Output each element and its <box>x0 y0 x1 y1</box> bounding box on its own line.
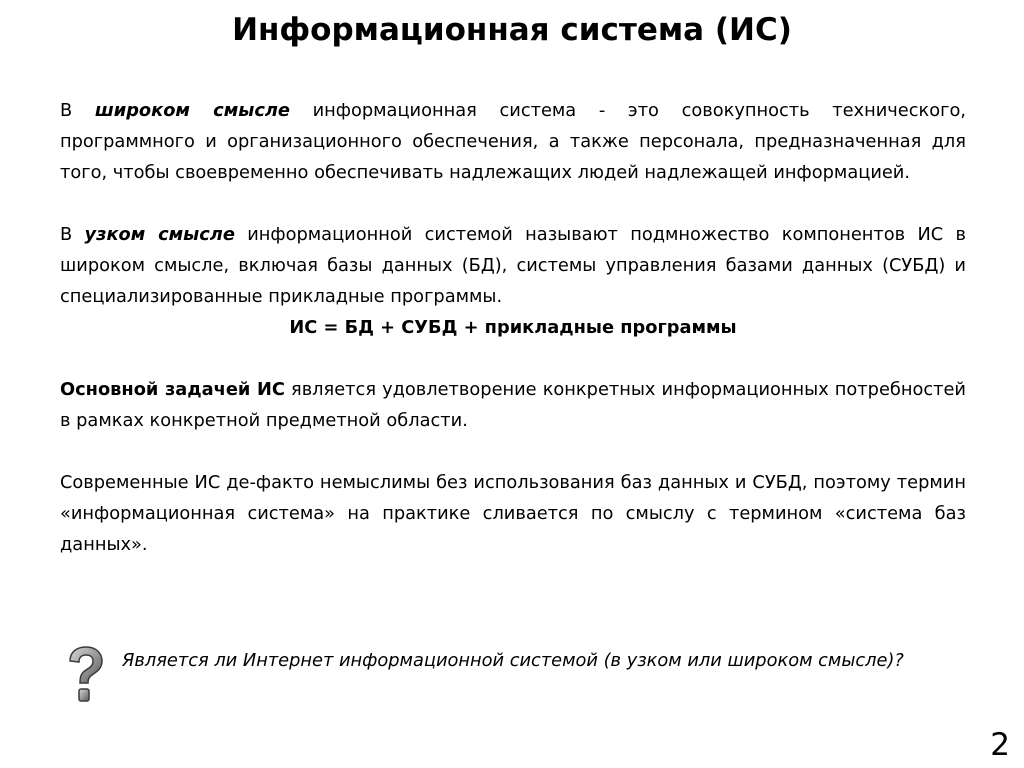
slide-title: Информационная система (ИС) <box>232 12 792 48</box>
term-narrow-sense: узком смысле <box>84 224 235 245</box>
paragraph-wide-sense <box>60 95 966 188</box>
paragraph-lead: В <box>60 100 95 121</box>
formula: ИС = БД + СУБД + прикладные программы <box>289 317 737 338</box>
slide-body <box>60 95 966 560</box>
paragraph-modern-is: Современные ИС де-факто немыслимы без использования баз данных и СУБД, поэтому термин «информационная система» на практике сливается по смыслу с термином «система баз данных». <box>60 472 966 555</box>
term-main-task: Основной задачей ИС <box>60 379 285 400</box>
term-wide-sense: широком смысле <box>94 100 290 121</box>
paragraph-lead: В <box>60 224 85 245</box>
paragraph-main-task <box>60 374 966 436</box>
page-number: 2 <box>990 727 1010 763</box>
paragraph-text: информационная система - это совокупность технического, программного и организационного обеспечения, а также персонала, предназначенная для того, чтобы своевременно обеспечивать надлежащих людей надлежащей информацией. <box>60 100 966 183</box>
question-mark-icon <box>62 645 108 705</box>
paragraph-narrow-sense <box>60 219 966 312</box>
question-text: Является ли Интернет информационной системой (в узком или широком смысле)? <box>122 650 904 671</box>
paragraph-text: информационной системой называют подмножество компонентов ИС в широком смысле, включая базы данных (БД), системы управления базами данных (СУБД) и специализированные прикладные программы. <box>60 224 966 307</box>
paragraph-text: является удовлетворение конкретных информационных потребностей в рамках конкретной предметной области. <box>60 379 966 431</box>
question-block <box>62 645 966 715</box>
